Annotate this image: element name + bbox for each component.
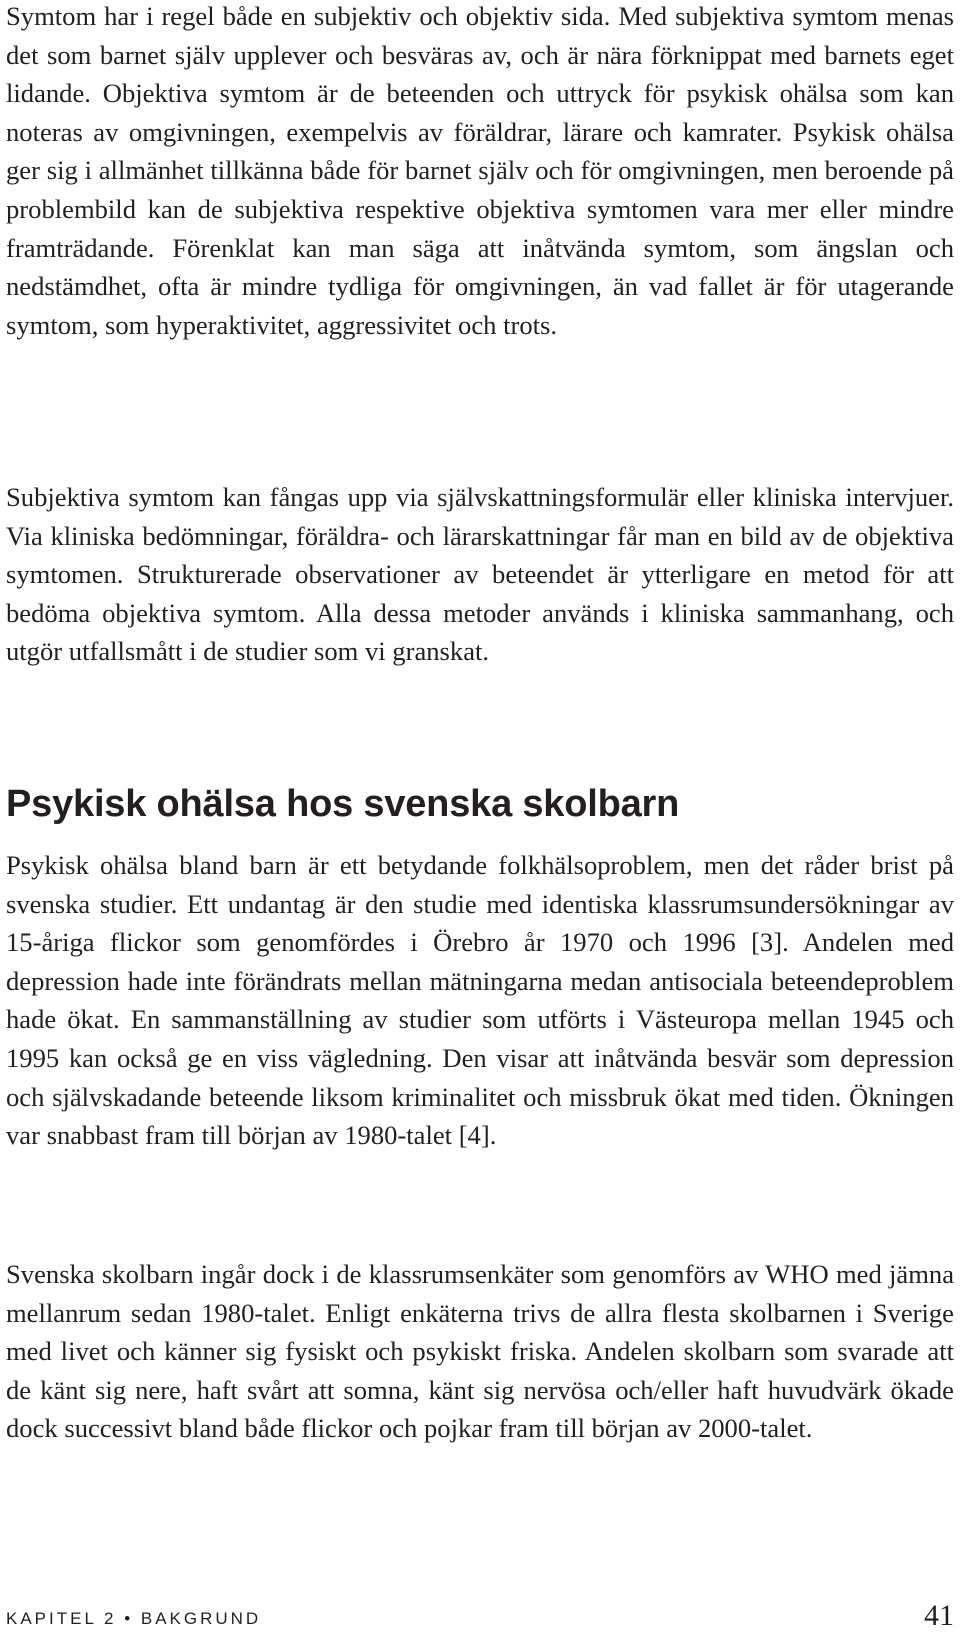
paragraph-public-health: Psykisk ohälsa bland barn är ett betydande folkhälsoproblem, men det råder brist på svenska studier. Ett undantag är den studie med identiska klassrumsundersökningar av 15-åriga flickor som genomfördes i Örebro år 1970 och 1996 [3]. Andelen med depression hade inte förändrats mellan mätningarna medan antisociala beteendeproblem hade ökat. En sammanställning av studier som utförts i Västeuropa mellan 1945 och 1995 kan också ge en viss vägledning. Den visar att inåtvända besvär som depression och självskadande beteende liksom kriminalitet och missbruk ökat med tiden. Ökningen var snabbast fram till början av 1980-talet [4]. <box>6 850 954 1151</box>
page-number: 41 <box>924 1599 954 1632</box>
paragraph-symptom-measurement: Subjektiva symtom kan fångas upp via självskattningsformulär eller kliniska intervjuer. Via kliniska bedömningar, föräldra- och lärarskattningar får man en bild av de objektiva symtomen. Strukturerade observationer av beteendet är ytterligare en metod för att bedöma objektiva symtom. Alla dessa metoder används i kliniska sammanhang, och utgör utfallsmått i de studier som vi granskat. <box>6 482 954 667</box>
paragraph-who-surveys: Svenska skolbarn ingår dock i de klassrumsenkäter som genomförs av WHO med jämna mellanrum sedan 1980-talet. Enligt enkäterna trivs de allra flesta skolbarnen i Sverige med livet och känner sig fysiskt och psykiskt friska. Andelen skolbarn som svarade att de känt sig nere, haft svårt att somna, känt sig nervösa och/eller haft huvudvärk ökade dock successivt bland både flickor och pojkar fram till början av 2000-talet. <box>6 1259 954 1444</box>
footer-chapter-label: KAPITEL 2 • BAKGRUND <box>6 1609 262 1628</box>
section-heading: Psykisk ohälsa hos svenska skolbarn <box>6 783 680 825</box>
paragraph-symptoms-intro: Symtom har i regel både en subjektiv och objektiv sida. Med subjektiva symtom menas det som barnet själv upplever och besväras av, och är nära förknippat med barnets eget lidande. Objektiva symtom är de beteenden och uttryck för psykisk ohälsa som kan noteras av omgivningen, exempelvis av föräldrar, lärare och kamrater. Psykisk ohälsa ger sig i allmänhet tillkänna både för barnet själv och för omgivningen, men beroende på problembild kan de subjektiva respektive objektiva symtomen vara mer eller mindre framträdande. Förenklat kan man säga att inåtvända symtom, som ängslan och nedstämdhet, ofta är mindre tydliga för omgivningen, än vad fallet är för utagerande symtom, som hyperaktivitet, aggressivitet och trots. <box>6 1 954 340</box>
page-footer <box>6 1597 954 1637</box>
